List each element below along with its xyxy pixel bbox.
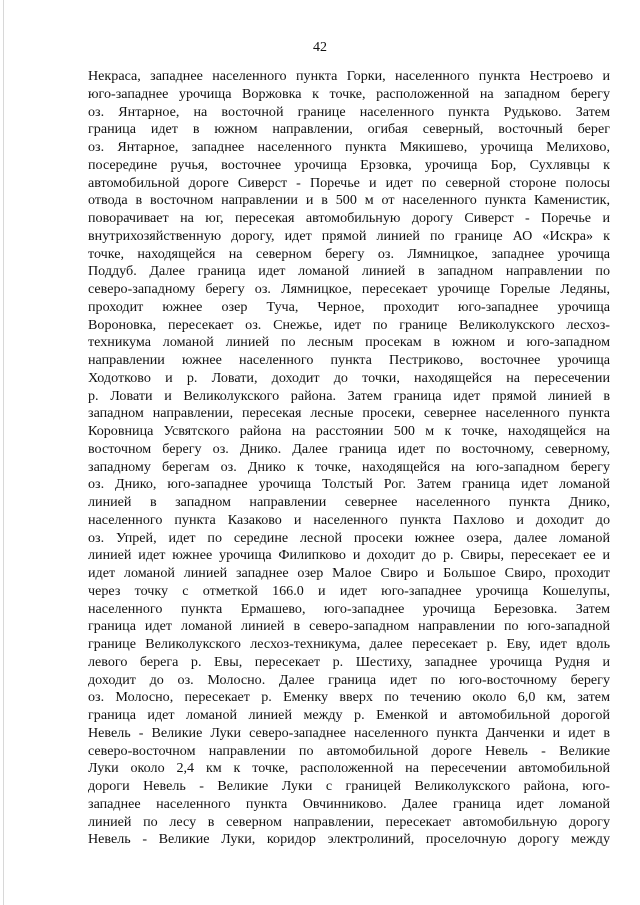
text-line: посередине ручья, восточнее урочища Ерзовка, урочища Бор, Сухлявцы к [88, 156, 610, 173]
text-line: автомобильной дороге Сиверст - Поречье и идет по северной стороне полосы [88, 174, 610, 191]
text-line: Коровница Усвятского района на расстоянии 500 м к точке, находящейся на [88, 423, 610, 439]
text-line: юго-западнее урочища Воржовка к точке, расположенной на западном берегу [88, 85, 610, 102]
text-line: оз. Днико, юго-западнее урочища Толстый Рог. Затем граница идет ломаной [88, 476, 610, 493]
page-edge-line [3, 0, 4, 905]
text-line: Невель - Великие Луки северо-западнее населенного пункта Данченки и идет в [88, 724, 610, 741]
text-line: Невель - Великие Луки, коридор электролиний, проселочную дорогу между [88, 831, 610, 848]
text-line: северо-восточном направлении по автомобильной дороге Невель - Великие [88, 742, 610, 759]
text-line: линией по лесу в северном направлении, пересекает автомобильную дорогу [88, 813, 610, 830]
text-line: западному берегам оз. Днико к точке, находящейся на юго-западном берегу [88, 458, 610, 475]
text-line: техникума ломаной линией по лесным просекам в южном и юго-западном [88, 334, 610, 351]
text-line: граница идет ломаной линией в северо-западном направлении по юго-западной [88, 618, 610, 635]
text-line: отвода в восточном направлении и в 500 м от населенного пункта Каменистик, [88, 192, 610, 209]
text-line: Поддуб. Далее граница идет ломаной линией в западном направлении по [88, 263, 610, 280]
text-line: р. Ловати и Великолукского района. Затем граница идет прямой линией в [88, 387, 610, 404]
text-line: населенного пункта Казаково и населенного пункта Пахлово и доходит до [88, 511, 610, 528]
text-line: границе Великолукского лесхоз-техникума, далее пересекает р. Еву, идет вдоль [88, 636, 610, 652]
text-line: проходит южнее озер Туча, Черное, проходит юго-западнее урочища [88, 298, 610, 315]
text-line: северо-западному берегу оз. Лямницкое, пересекает урочище Горелые Ледяны, [88, 281, 610, 297]
text-line: населенного пункта Ермашево, юго-западнее урочища Березовка. Затем [88, 600, 610, 617]
text-line: Вороновка, пересекает оз. Снежье, идет по границе Великолукского лесхоз- [88, 316, 610, 333]
text-line: оз. Молосно, пересекает р. Еменку вверх по течению около 6,0 км, затем [88, 689, 610, 706]
text-line: поворачивает на юг, пересекая автомобильную дорогу Сиверст - Поречье и [88, 210, 610, 226]
page-number: 42 [313, 40, 327, 55]
body-paragraph [88, 68, 610, 849]
text-line: западнее населенного пункта Овчинниково. Далее граница идет ломаной [88, 795, 610, 812]
text-line: точке, находящейся на северном берегу оз. Лямницкое, западнее урочища [88, 245, 610, 262]
text-line: направлении южнее населенного пункта Пестриково, восточнее урочища [88, 352, 610, 368]
text-line: через точку с отметкой 166.0 и идет юго-западнее урочища Кошелупы, [88, 582, 610, 599]
text-line: Некраса, западнее населенного пункта Горки, населенного пункта Нестроево и [88, 68, 610, 84]
text-line: идет ломаной линией западнее озер Малое Свиро и Большое Свиро, проходит [88, 565, 610, 581]
text-line: западном направлении, пересекая лесные просеки, севернее населенного пункта [88, 405, 610, 422]
text-line: Ходотково и р. Ловати, доходит до точки, находящейся на пересечении [88, 369, 610, 386]
text-line: оз. Янтарное, западнее населенного пункта Мякишево, урочища Мелихово, [88, 139, 610, 155]
text-line: линией в западном направлении севернее населенного пункта Днико, [88, 494, 610, 510]
text-line: граница идет ломаной линией между р. Еменкой и автомобильной дорогой [88, 707, 610, 723]
text-line: левого берега р. Евы, пересекает р. Шестиху, западнее урочища Рудня и [88, 653, 610, 670]
text-line: оз. Упрей, идет по середине лесной просеки южнее озера, далее ломаной [88, 529, 610, 546]
text-line: восточном берегу оз. Днико. Далее граница идет по восточному, северному, [88, 440, 610, 457]
text-line: оз. Янтарное, на восточной границе населенного пункта Рудьково. Затем [88, 103, 610, 120]
text-line: граница идет в южном направлении, огибая северный, восточный берег [88, 121, 610, 138]
text-line: доходит до оз. Молосно. Далее граница идет по юго-восточному берегу [88, 671, 610, 688]
text-line: Луки около 2,4 км к точке, расположенной на пересечении автомобильной [88, 760, 610, 777]
text-line: внутрихозяйственную дорогу, идет прямой линией по границе АО «Искра» к [88, 227, 610, 244]
text-line: дороги Невель - Великие Луки с границей Великолукского района, юго- [88, 778, 610, 794]
text-line: линией идет южнее урочища Филипково и доходит до р. Свиры, пересекает ее и [88, 547, 610, 564]
